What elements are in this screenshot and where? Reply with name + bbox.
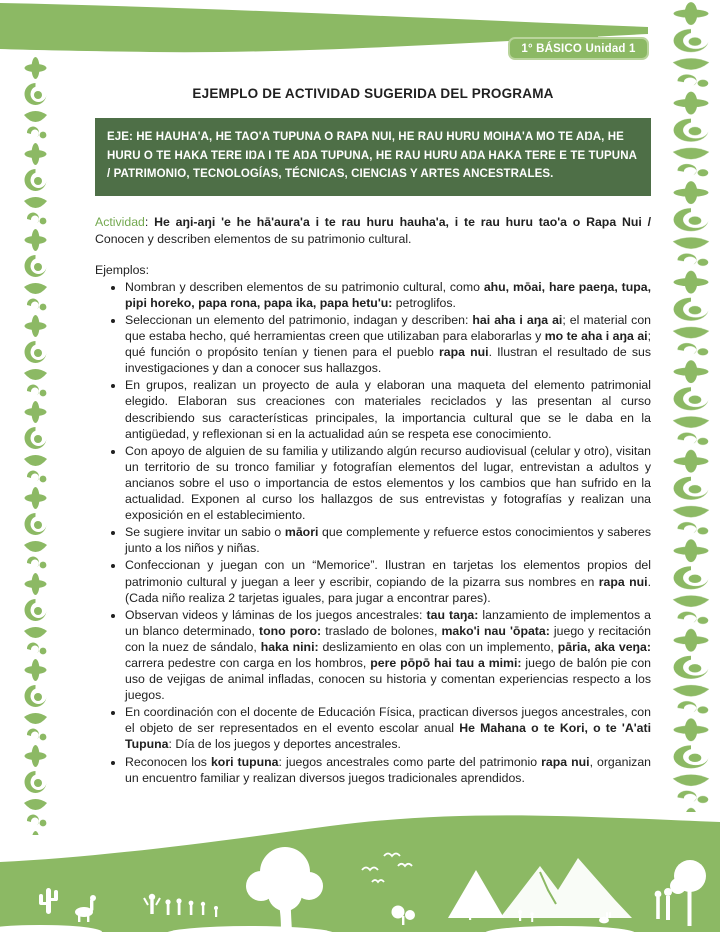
text-segment: : juegos ancestrales como parte del patrimonio — [278, 754, 542, 769]
text-segment: . (Cada niño realiza 2 tarjetas iguales, para jugar a encontrar pares). — [125, 574, 651, 605]
text-segment: En grupos, realizan un proyecto de aula y elaboran una maqueta del elemento patrimonial elegido. Elaboran sus creaciones con materiales reciclados y las presentan al curso describiendo sus características principales, la importancia cultural que se le daba en la antigüedad, y reflexionan si en la actualidad aún se respeta ese conocimiento. — [125, 378, 651, 441]
list-item — [125, 279, 651, 311]
examples-list — [95, 279, 651, 786]
text-segment: Nombran y describen elementos de su patrimonio cultural, como — [125, 279, 484, 294]
bold-term: tono poro: — [259, 623, 322, 638]
landscape-silhouette-band — [0, 812, 720, 932]
text-segment: Confeccionan y juegan con un “Memorice”. Ilustran en tarjetas los elementos propios del patrimonio cultural y juegan a leer y escribir, copiando de la pizarra sus nombres en — [125, 558, 651, 589]
text-segment: deslizamiento en olas con un implemento, — [318, 639, 558, 654]
text-segment: juego y recitación con la nuez de sándalo, — [125, 623, 651, 654]
text-segment: traslado de bolones, — [321, 623, 442, 638]
bold-term: rapa nui — [598, 574, 648, 589]
bold-term: pere pōpō hai tau a mimi: — [370, 655, 522, 670]
text-segment: que complemente y refuerce estos conocimientos y saberes junto a los niños y niñas. — [125, 525, 651, 556]
content-area — [95, 86, 651, 787]
eje-banner-text: EJE: HE HAUHA'A, HE TAO'A TUPUNA O RAPA NUI, HE RAU HURU MOIHA'A MO TE AŊA, HE HURU O TE HAKA TERE IŊA I TE AŊA TUPUNA, HE RAU HURU AŊA HAKA TERE E TE TUPUNA / PATRIMONIO, TECNOLOGÍAS, TÉCNICAS, CIENCIAS Y ARTES ANCESTRALES. — [107, 131, 637, 181]
list-item — [125, 377, 651, 441]
text-segment: . Ilustran el resultado de sus investigaciones y dan a conocer sus hallazgos. — [125, 345, 651, 376]
bold-term: kori tupuna — [210, 754, 279, 769]
text-segment: ; el material con que estaba hecho, qué herramientas creen que utilizaban para elaborarlas y — [125, 313, 652, 344]
activity-paragraph — [95, 214, 651, 248]
text-segment: En coordinación con el docente de Educación Física, practican diversos juegos ancestrales, con el objeto de ser representados en el evento escolar anual — [125, 705, 651, 736]
bold-term: mako'i nau 'ōpata: — [441, 623, 550, 638]
bold-term: hai aha i aŋa ai — [472, 313, 563, 327]
eje-banner — [95, 118, 651, 196]
text-segment: petroglifos. — [392, 295, 456, 310]
unit-badge — [508, 37, 649, 60]
bold-term: rapa nui — [541, 754, 590, 769]
bold-term: ahu, mōai, hare paeŋa, tupa, pipi horeko, papa rona, papa ika, papa hetu'u: — [125, 279, 651, 310]
bold-term: rapa nui — [439, 345, 489, 360]
bold-term: haka nini: — [260, 639, 319, 654]
bold-term: He aŋi-aŋi 'e he hā'aura'a i te rau huru hauha'a, i te rau huru tao'a o Rapa Nui / — [154, 214, 651, 229]
text-segment: Seleccionan un elemento del patrimonio, indagan y describen: — [125, 313, 473, 327]
bold-term: mo te aha i aŋa ai — [544, 329, 648, 344]
text-segment: ; qué función o propósito tenían y tienen para el pueblo — [125, 329, 651, 360]
bold-term: tau taŋa: — [426, 607, 479, 622]
text-segment: : — [144, 214, 155, 229]
text-segment: lanzamiento de implementos a un blanco determinado, — [125, 607, 652, 638]
list-item — [125, 557, 651, 605]
text-segment: Reconocen los — [125, 754, 211, 769]
text-segment: Se sugiere invitar un sabio o — [125, 525, 285, 540]
text-segment: Con apoyo de alguien de su familia y utilizando algún recurso audiovisual (celular y otro), visitan un territorio de su tronco familiar y fotografían elementos del lugar, entrevistan a adultos y ancianos sobre el uso o importancia de estos elementos y los cambios que han sufrido en la actualidad. Exponen al curso los hallazgos de sus entrevistas y fotografías y realizan una exposición en el establecimiento. — [125, 443, 651, 523]
text-segment: carrera pedestre con carga en los hombros, — [125, 655, 371, 670]
text-segment: Conocen y describen elementos de su patrimonio cultural. — [95, 231, 412, 246]
bold-term: māori — [284, 525, 319, 540]
text-segment: : Día de los juegos y deportes ancestrales. — [168, 737, 401, 752]
list-item — [125, 704, 651, 752]
activity-label: Actividad — [95, 214, 145, 229]
list-item — [125, 607, 651, 704]
unit-badge-label: 1° BÁSICO Unidad 1 — [521, 42, 636, 55]
text-segment: Observan videos y láminas de los juegos ancestrales: — [125, 607, 427, 622]
text-segment: , organizan un encuentro familiar y realizan diversos juegos tradicionales aprendidos. — [125, 754, 652, 785]
bold-term: pāria, aka veŋa: — [557, 639, 651, 654]
page-title: EJEMPLO DE ACTIVIDAD SUGERIDA DEL PROGRAMA — [192, 86, 554, 101]
koru-pattern-right-icon — [668, 0, 714, 812]
text-segment: juego de balón pie con uso de vejigas de animal infladas, conocen su historia y comentan experiencias respecto a los juegos. — [125, 655, 651, 703]
list-item — [125, 312, 651, 376]
bold-term: He Mahana o te Kori, o te 'A'ati Tupuna — [125, 721, 652, 752]
koru-pattern-left-icon — [21, 55, 50, 835]
list-item — [125, 443, 651, 523]
examples-heading: Ejemplos: — [95, 262, 149, 277]
list-item — [125, 524, 651, 556]
list-item — [125, 754, 651, 786]
